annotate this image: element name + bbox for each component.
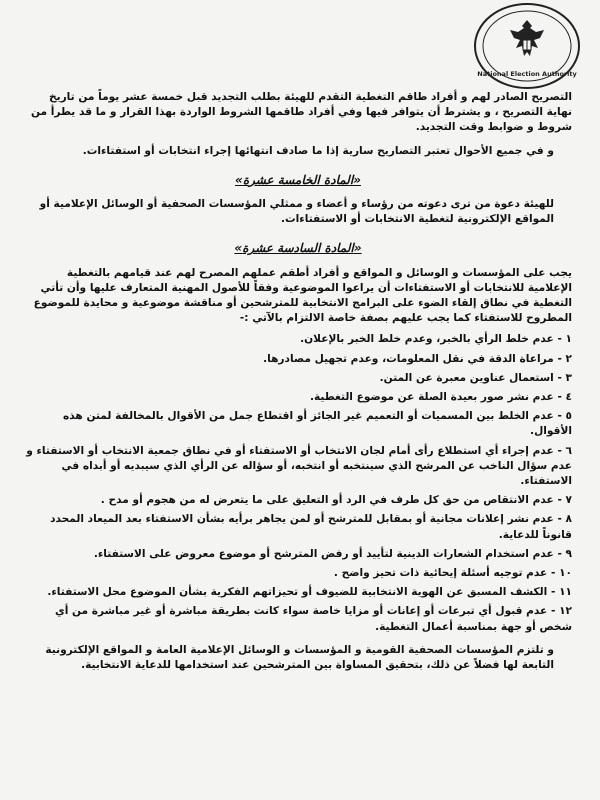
article-16-text: يجب على المؤسسات و الوسائل و المواقع و أفراد أطقم عملهم المصرح لهم عند قيامهم بالتغطية الإعلامية للانتخابات أو الاستفتاءات أن يراعوا الموضوعية وفقاً للأصول المهنية المتعارف عليها وأن تأتي التغطية في نطاق إلقاء الضوء على البرامج الانتخابية للمترشحين أو مناقشة موضوعية و محايدة للموضوع المطروح للاستفتاء كما يجب عليهم بصفة خاصة الالتزام بالآتي :- [33, 266, 572, 325]
list-item [24, 566, 572, 581]
article-15-text: للهيئة دعوة من ترى دعوته من رؤساء و أعضاء و ممثلي المؤسسات الصحفية أو الوسائل الإعلامية أو المواقع الإلكترونية لتغطية الانتخابات أو الاستفتاءات. [39, 198, 554, 226]
list-item [24, 332, 572, 347]
eagle-seal-icon [472, 2, 582, 90]
national-election-authority-seal [472, 2, 582, 90]
list-item-number: ٦ [565, 444, 572, 457]
list-item-number: ٢ [565, 352, 572, 365]
document-body [24, 90, 572, 673]
list-item-separator: - [553, 333, 566, 346]
list-item-number: ٩ [565, 547, 572, 560]
list-item [24, 604, 572, 634]
seal-caption: National Election Authority [477, 70, 577, 78]
list-item-text: عدم الانتقاص من حق كل طرف في الرد أو التعليق على ما يتعرض له من هجوم أو مدح . [100, 494, 554, 507]
list-item [24, 371, 572, 386]
list-item-number: ١٠ [559, 567, 572, 580]
list-item-number: ٨ [565, 513, 572, 526]
article-15-heading-wrap [24, 173, 572, 189]
list-item-number: ١٢ [559, 605, 572, 618]
list-item-separator: - [553, 371, 566, 384]
list-item-text: عدم إجراء أي استطلاع رأى أمام لجان الانتخاب أو الاستفتاء أو في نطاق جمعية الانتخاب أو الاستفتاء و عدم سؤال الناخب عن المرشح الذي سينتخبه أو انتخبه، أو سؤاله عن الرأي الذي سيبديه أو أبداه في الاستفتاء. [26, 444, 572, 488]
list-item-separator: - [553, 547, 566, 560]
intro-paragraph-2: و في جميع الأحوال تعتبر التصاريح سارية إذا ما صادف انتهائها إجراء انتخابات أو استفتاءات. [82, 144, 554, 157]
article-16-title: «المادة السادسة عشرة» [234, 241, 362, 256]
list-item-text: عدم نشر إعلانات مجانية أو بمقابل للمترشح أو لمن يجاهر برأيه بشأن الاستفتاء بعد الميعاد المحدد قانوناً للدعاية. [50, 513, 572, 541]
list-item [24, 547, 572, 562]
list-item-number: ٥ [565, 410, 572, 423]
list-item-number: ١ [565, 333, 572, 346]
list-item-text: مراعاة الدقة في نقل المعلومات، وعدم تجهيل مصادرها. [263, 352, 554, 365]
list-item-separator: - [553, 352, 566, 365]
article-15-title: «المادة الخامسة عشرة» [235, 172, 361, 187]
list-item-text: عدم استخدام الشعارات الدينية لتأييد أو رفض المترشح أو موضوع معروض على الاستفتاء. [93, 547, 554, 560]
list-item [24, 585, 572, 600]
list-item [24, 493, 572, 508]
intro-paragraph-1: التصريح الصادر لهم و أفراد طاقم التغطية التقدم للهيئة بطلب التجديد قبل خمسة عشر يوماً من تاريخ نهاية التصريح ، و يشترط أن يتوافر فيها وفي أفراد طاقمها الشروط الواردة بهذا القرار و ما قد يطرأ من شروط و ضوابط وقت التجديد. [30, 91, 572, 134]
list-item-separator: - [553, 410, 566, 423]
list-item-text: عدم خلط الرأي بالخبر، وعدم خلط الخبر بالإعلان. [300, 333, 554, 346]
list-item-separator: - [553, 494, 566, 507]
list-item-number: ٧ [565, 494, 572, 507]
list-item [24, 444, 572, 490]
list-item-text: استعمال عناوين معبرة عن المتن. [379, 371, 554, 384]
list-item-number: ٤ [565, 391, 572, 404]
list-item [24, 409, 572, 439]
list-item-text: عدم قبول أي تبرعات أو إعانات أو مزايا خاصة سواء كانت بطريقة مباشرة أو غير مباشرة من أي شخص أو جهة بمناسبة أعمال التغطية. [54, 605, 572, 633]
article-16-closing: و تلتزم المؤسسات الصحفية القومية و المؤسسات و الوسائل الإعلامية العامة و المواقع الإلكترونية التابعة لها فضلاً عن ذلك، بتحقيق المساواة بين المترشحين عند استخدامها للدعاية الانتخابية. [45, 643, 554, 672]
list-item [24, 390, 572, 405]
list-item [24, 352, 572, 367]
list-item-separator: - [553, 391, 566, 404]
article-16-heading-wrap [24, 241, 572, 257]
list-item-text: عدم الخلط بين المسميات أو التعميم غير الجائز أو اقتطاع جمل من الأقوال بالمخالفة لمتن هذه الأقوال. [63, 410, 572, 438]
list-item-text: الكشف المسبق عن الهوية الانتخابية للضيوف أو تحيزاتهم الفكرية بشأن الموضوع محل الاستفتاء. [47, 586, 548, 599]
list-item-separator: - [547, 586, 560, 599]
list-item-text: عدم نشر صور بعيدة الصلة عن موضوع التغطية. [309, 391, 554, 404]
list-item [24, 512, 572, 542]
list-item-text: عدم توجيه أسئلة إيحائية ذات تحيز واضح . [333, 567, 548, 580]
list-item-separator: - [553, 513, 566, 526]
article-16-list [24, 332, 572, 634]
list-item-separator: - [553, 444, 566, 457]
list-item-separator: - [547, 567, 560, 580]
list-item-number: ٣ [565, 371, 572, 384]
list-item-number: ١١ [559, 586, 572, 599]
list-item-separator: - [547, 605, 560, 618]
